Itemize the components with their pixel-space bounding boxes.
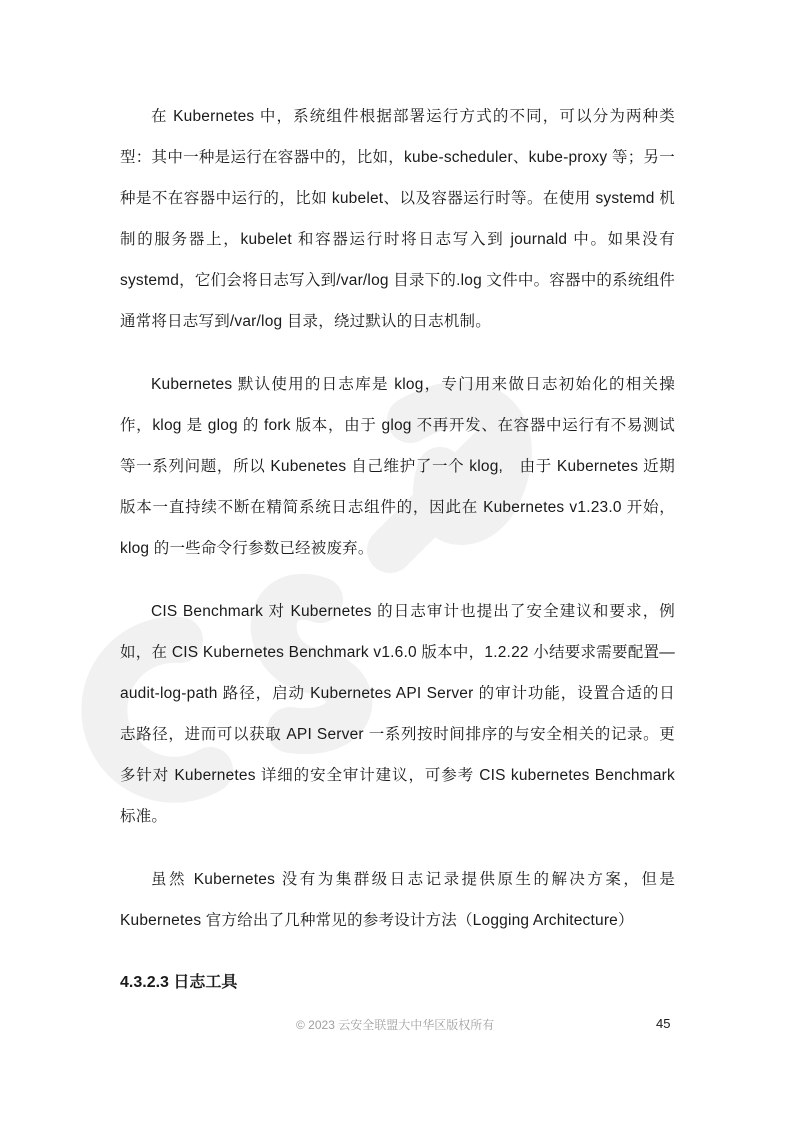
document-body (120, 96, 675, 1003)
section-heading: 4.3.2.3 日志工具 (120, 974, 238, 991)
page-number: 45 (656, 1016, 671, 1031)
paragraph-system-components: 在 Kubernetes 中，系统组件根据部署运行方式的不同，可以分为两种类型：其中一种是运行在容器中的，比如，kube-scheduler、kube-proxy 等；另一种是不在容器中运行的，比如 kubelet、以及容器运行时等。在使用 systemd 机制的服务器上，kubelet 和容器运行时将日志写入到 journald 中。如果没有 systemd，它们会将日志写入到/var/log 目录下的.log 文件中。容器中的系统组件通常将日志写到/var/log 目录，绕过默认的日志机制。 (120, 108, 675, 330)
footer-copyright: © 2023 云安全联盟大中华区版权所有 (296, 1018, 495, 1032)
paragraph-logging-architecture: 虽然 Kubernetes 没有为集群级日志记录提供原生的解决方案，但是 Kubernetes 官方给出了几种常见的参考设计方法（Logging Architecture） (120, 871, 675, 929)
page-footer (0, 1016, 793, 1036)
paragraph-klog: Kubernetes 默认使用的日志库是 klog，专门用来做日志初始化的相关操作，klog 是 glog 的 fork 版本，由于 glog 不再开发、在容器中运行有不易测试等一系列问题，所以 Kubenetes 自己维护了一个 klog, 由于 Kubernetes 近期版本一直持续不断在精简系统日志组件的，因此在 Kubernetes v1.23.0 开始，klog 的一些命令行参数已经被废弃。 (120, 376, 675, 557)
paragraph-cis-benchmark: CIS Benchmark 对 Kubernetes 的日志审计也提出了安全建议和要求，例如，在 CIS Kubernetes Benchmark v1.6.0 版本中，1.2.22 小结要求需要配置—audit-log-path 路径，启动 Kubernetes API Server 的审计功能，设置合适的日志路径，进而可以获取 API Server 一系列按时间排序的与安全相关的记录。更多针对 Kubernetes 详细的安全审计建议，可参考 CIS kubernetes Benchmark 标准。 (120, 603, 675, 825)
